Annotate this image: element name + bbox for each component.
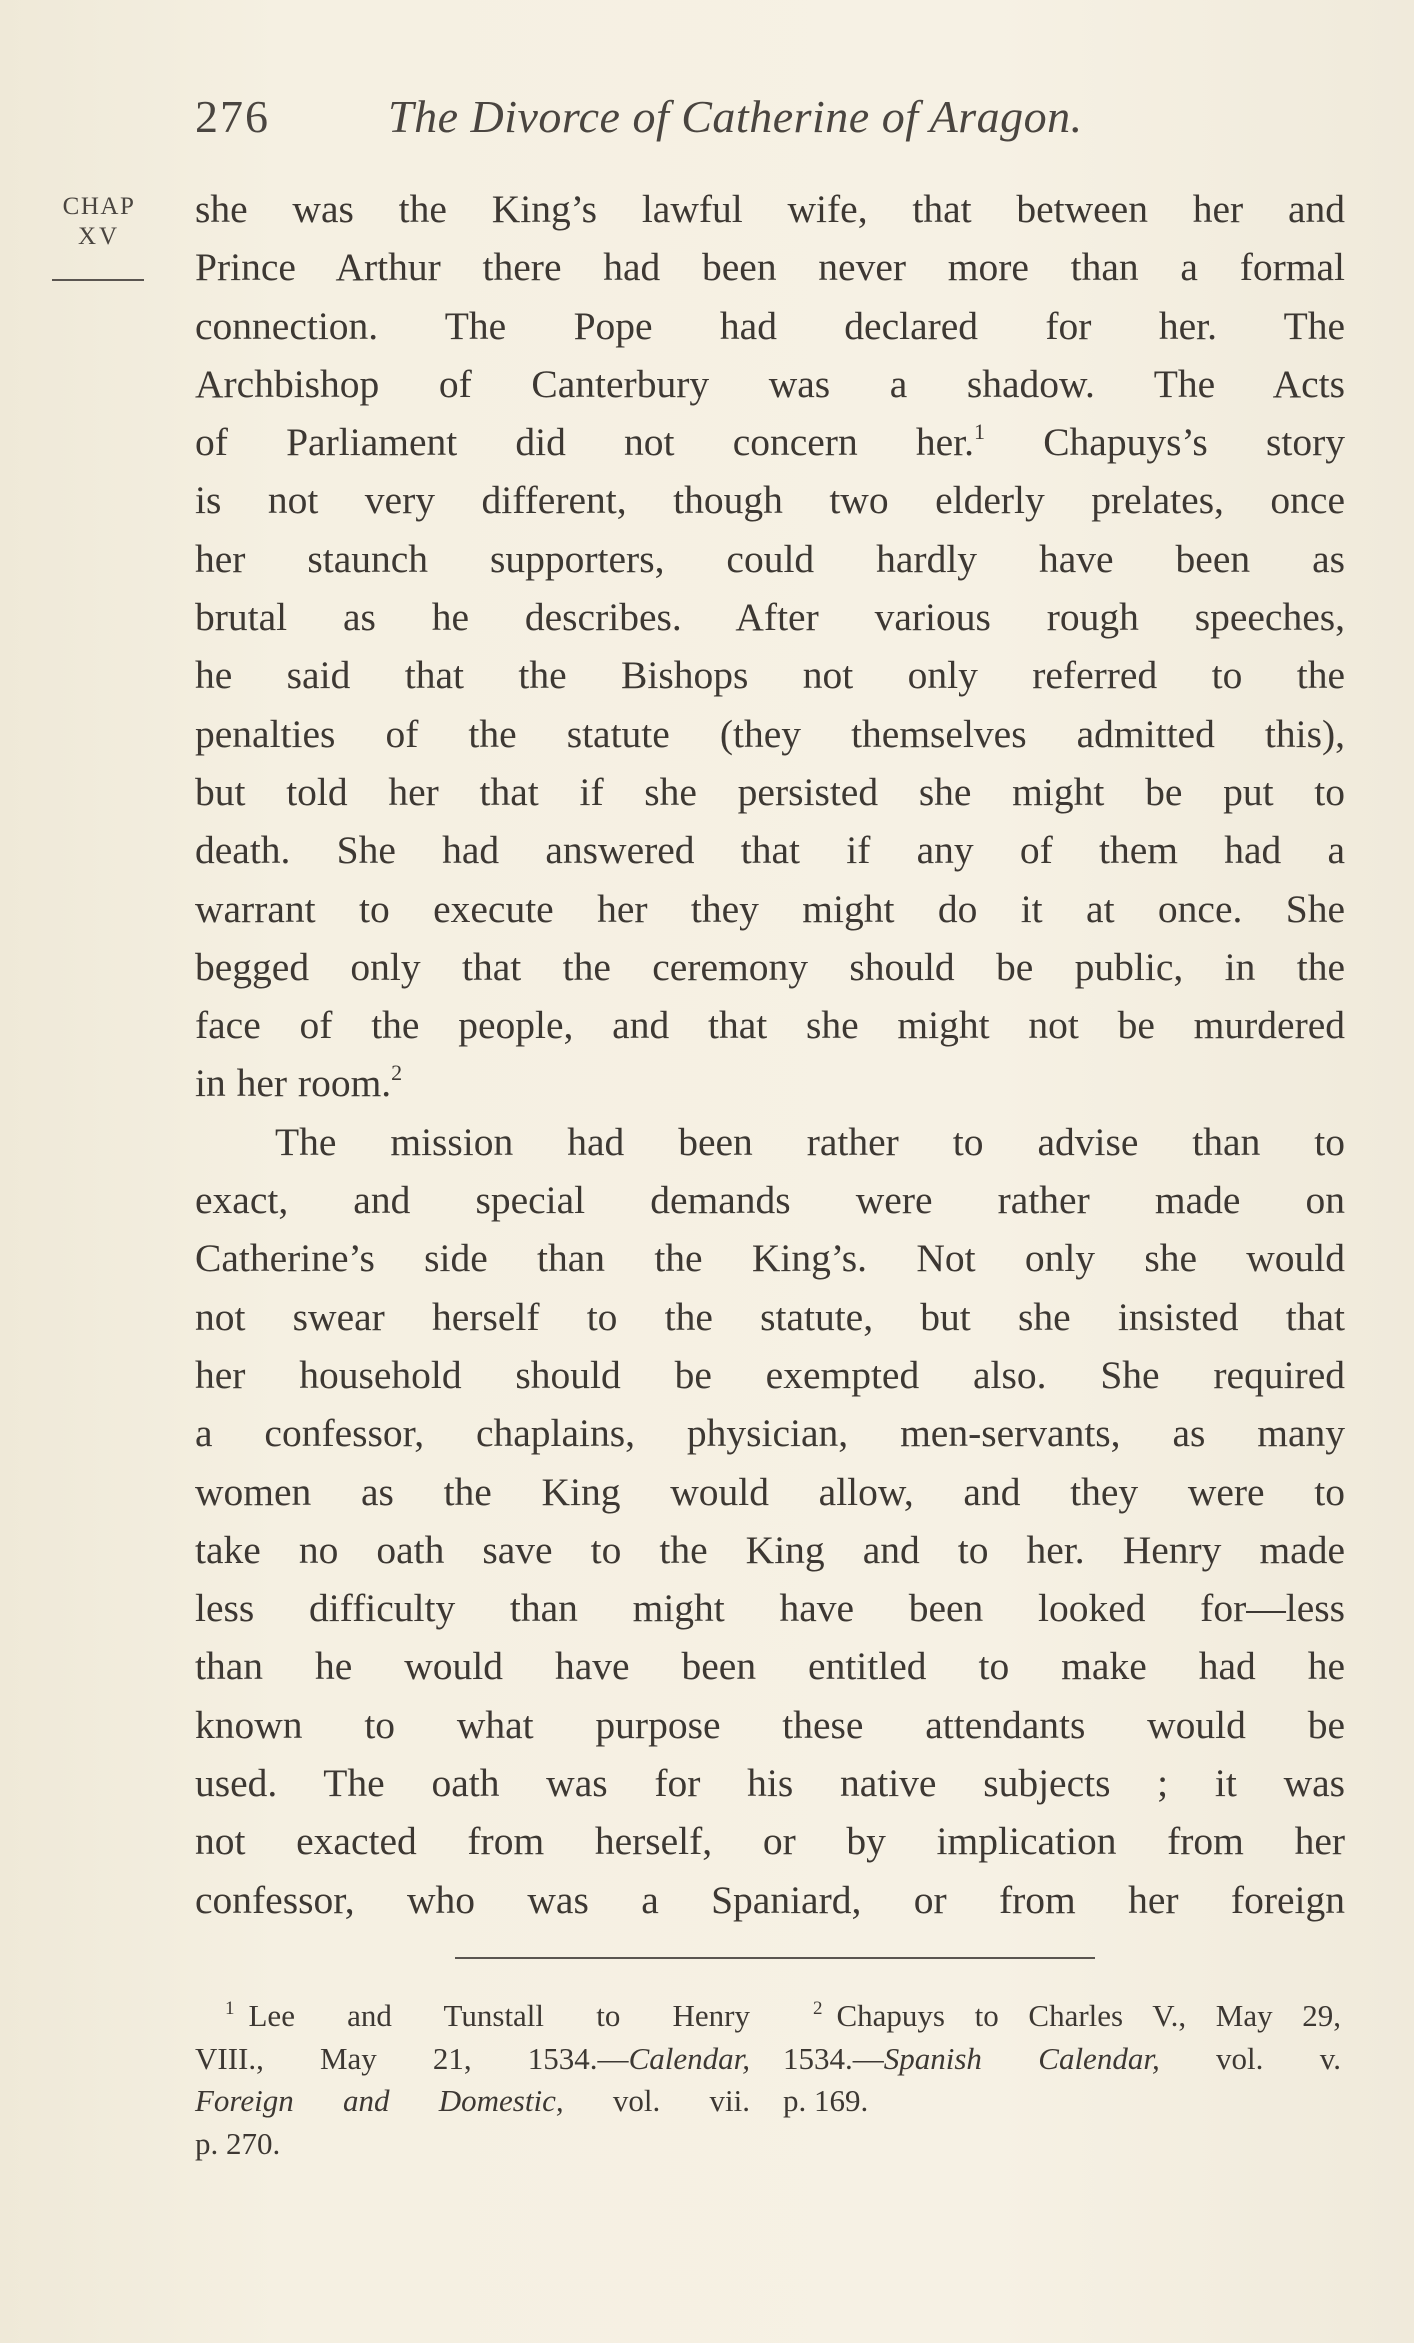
footnote-rule xyxy=(455,1957,1095,1959)
text-line: not swear herself to the statute, but she insisted that xyxy=(195,1294,1345,1339)
footnote-ref-2[interactable]: 2 xyxy=(391,1060,403,1086)
footnote-text: 1534.— xyxy=(783,2040,884,2076)
text-line: less difficulty than might have been looked for—less xyxy=(195,1586,1345,1631)
footnote-text: vol. v. xyxy=(1159,2040,1341,2076)
footnote-line xyxy=(195,1995,750,2038)
text-line: confessor, who was a Spaniard, or from her foreign xyxy=(195,1877,1345,1922)
text-line: face of the people, and that she might not be murdered xyxy=(195,1003,1345,1048)
text-line: she was the King’s lawful wife, that between her and xyxy=(195,187,1345,231)
chapter-number: XV xyxy=(77,223,121,250)
text-line: take no oath save to the King and to her. Henry made xyxy=(195,1527,1345,1572)
chapter-rule xyxy=(52,279,144,281)
footnote-line xyxy=(783,1995,1341,2038)
footnote-marker: 1 xyxy=(225,1998,235,2019)
text-line: Prince Arthur there had been never more than a formal xyxy=(195,245,1345,290)
text-line: Catherine’s side than the King’s. Not only she would xyxy=(195,1236,1345,1281)
text-line: exact, and special demands were rather made on xyxy=(195,1178,1345,1223)
text-line: than he would have been entitled to make had he xyxy=(195,1644,1345,1689)
text-line-with-footnote xyxy=(195,413,1345,471)
text-line: brutal as he describes. After various rough speeches, xyxy=(195,595,1345,640)
footnote-ref-1[interactable]: 1 xyxy=(974,419,986,445)
chapter-marker xyxy=(54,192,144,252)
footnote-title: Foreign and Domestic, xyxy=(195,2083,564,2118)
text-line: is not very different, though two elderly prelates, once xyxy=(195,478,1345,523)
text-line: warrant to execute her they might do it at once. She xyxy=(195,886,1345,931)
text-line: death. She had answered that if any of them had a xyxy=(195,828,1345,873)
text-line: used. The oath was for his native subjects ; it was xyxy=(195,1761,1345,1806)
footnote-text: vol. vii. xyxy=(563,2083,750,2118)
footnote-title: Calendar, xyxy=(628,2040,750,2076)
footnote-text: VIII., May 21, 1534.— xyxy=(195,2040,629,2076)
footnote-1 xyxy=(195,1995,750,2165)
text-segment: Chapuys’s story xyxy=(1043,420,1345,465)
text-line: he said that the Bishops not only referred to the xyxy=(195,653,1345,698)
footnote-text: Chapuys to Charles V., May 29, xyxy=(836,1998,1341,2033)
text-segment: of Parliament did not concern her. xyxy=(195,420,975,465)
text-line: Archbishop of Canterbury was a shadow. The Acts xyxy=(195,361,1345,406)
text-line: penalties of the statute (they themselves admitted this), xyxy=(195,711,1345,756)
text-segment: in her room. xyxy=(195,1061,392,1106)
text-line: her staunch supporters, could hardly have been as xyxy=(195,536,1345,581)
footnote-line xyxy=(195,2038,750,2081)
text-line: connection. The Pope had declared for her. The xyxy=(195,303,1345,348)
footnote-text: Lee and Tunstall to Henry xyxy=(248,1998,750,2033)
text-line: her household should be exempted also. She required xyxy=(195,1352,1345,1397)
footnote-title: Spanish Calendar, xyxy=(883,2040,1160,2076)
chapter-label: CHAP xyxy=(62,193,136,220)
running-title: The Divorce of Catherine of Aragon. xyxy=(388,91,1083,142)
text-line: not exacted from herself, or by implication from her xyxy=(195,1819,1345,1864)
footnote-line xyxy=(195,2080,750,2123)
page-number: 276 xyxy=(195,91,270,142)
running-header xyxy=(195,82,1195,152)
text-line: women as the King would allow, and they were to xyxy=(195,1469,1345,1514)
footnote-line xyxy=(783,2038,1341,2081)
text-line: a confessor, chaplains, physician, men-servants, as many xyxy=(195,1411,1345,1456)
main-text xyxy=(195,180,1345,1929)
text-line: The mission had been rather to advise than to xyxy=(275,1119,1345,1164)
footnote-marker: 2 xyxy=(813,1998,823,2019)
footnote-2 xyxy=(783,1995,1341,2123)
footnote-line: p. 169. xyxy=(783,2083,869,2118)
footnote-line: p. 270. xyxy=(195,2125,281,2161)
text-line-with-footnote xyxy=(195,1054,1345,1112)
text-line: known to what purpose these attendants would be xyxy=(195,1702,1345,1747)
paragraph-1 xyxy=(195,180,1345,1113)
text-line: but told her that if she persisted she might be put to xyxy=(195,769,1345,814)
paragraph-2 xyxy=(195,1113,1345,1929)
text-line: begged only that the ceremony should be public, in the xyxy=(195,944,1345,989)
